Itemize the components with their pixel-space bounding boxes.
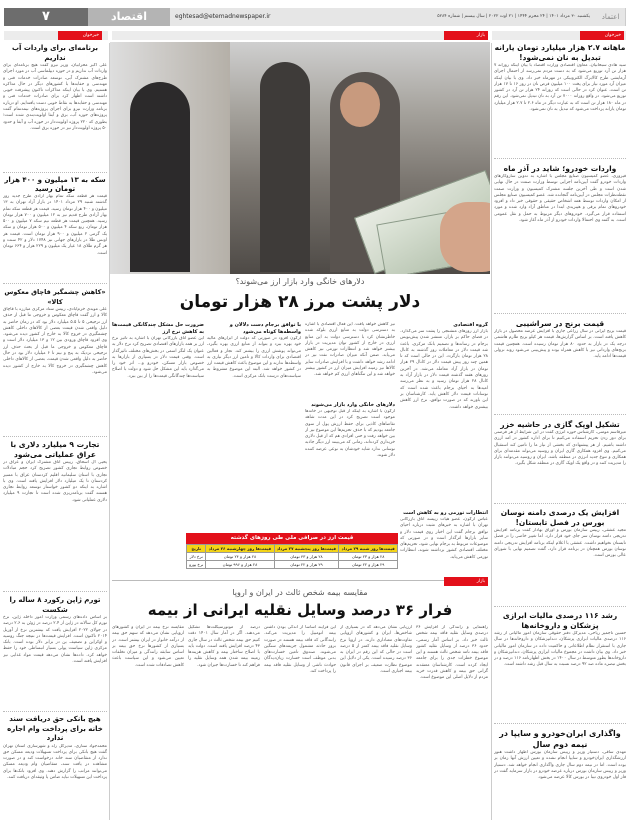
divider bbox=[3, 172, 107, 173]
article-column: ارزیابی نشان می‌دهد که در بسیاری از شاخص‌ها، ایران و کشورهای اروپایی تفاوت‌های معناداری دارند. در اروپا نرخ وسایل نقلیه فاقد بیمه کمتر از ۵ درصد است در حالی که این رقم در ایران به ۳۶ درصد رسیده است. یکی از دلایل این موضوع نظارت ضعیف بر اجرای قانون بیمه اجباری است. bbox=[340, 625, 412, 675]
lead-body: نیز کاهش خواهد یافت. این فعال اقتصادی با اشاره به دسترسی دولت به منابع ارزی بلوکه شده خاطرنشان کرد با دسترسی دولت به این منابع ارزی در خارج از کشور توان مدیریت در بازار بیشتر خواهد شد و انتظارات تورمی نیز کاهش می‌یابد. ضمن آنکه میزان صادرات نفت نیز در ادامه رشد خواهد داشت و با افزایش صادرات سایر کالاها نیز زمینه افزایش میزان ارز در کشور بیشتر خواهد شد و این تنگناهای ارزی کم خواهد شد. bbox=[305, 322, 395, 378]
news-title: برنامه‌ای برای واردات آب نداریم bbox=[12, 44, 98, 62]
divider bbox=[3, 591, 107, 592]
lead-headline: دلار پشت مرز ۲۸ هزار تومان bbox=[179, 292, 421, 312]
divider bbox=[494, 313, 626, 314]
lead-subhead: با توافق برجام دست دلالان و واسطه‌ها کوتاه می‌شود bbox=[229, 322, 301, 335]
news-title: واگذاری ایران‌خودرو و سایپا در نیمه دوم سال bbox=[499, 729, 621, 749]
news-item bbox=[494, 611, 626, 721]
news-body: سید هادی سبحانیان، معاون اقتصادی وزارت اقتصاد با بیان اینکه روزانه ۷ هزار تن آرد توزیع می‌شود که به دست مردم نمی‌رسد از احتمال اجرای آزمایشی طرح کالابرگ الکترونیکی در مهرماه خبر داد. وی با بیان اینکه میزان آرد مورد نیاز برای پخت ۱۰۰ میلیون قرص نان در روز ۱۶ تا ۱۷ هزار تن است، عنوان کرد در حالی است که روزانه ۲۴ هزار تن آرد در کشور توزیع می‌شود. در واقع روزانه ۷۰۰۰ تن آرد به نان تبدیل نمی‌شود. این رقم در ماه ۱۸۰ هزار تن است که به عبارت دیگر در ماه ۲.۶ تا ۲.۷ هزار میلیارد تومان یارانه پرداخت می‌شود که تبدیل به نان نمی‌شود. bbox=[494, 63, 626, 113]
divider bbox=[494, 503, 626, 504]
lead-body: این عضو اتاق بازرگانی تهران با اشاره به تاثیر نرخ ارز بر همه بازارهای اقتصادی تصریح کرد نرخ دلار به عنوان یک لنگر اسمی در بخش‌های مختلف تاثیرگذار است. وقتی قیمت دلار در بسیاری از بازارها به خصوص بازار مسکن، خودرو و... اثر خود را می‌گذارد باید این مشکل حل شود و دولت با اصلاح سیاست‌ها چندگانگی قیمت‌ها را از بین ببرد. bbox=[112, 336, 204, 379]
news-item bbox=[3, 715, 107, 818]
lead-body: عباس آرگون، عضو هیات رییسه اتاق بازرگانی تهران با اشاره به خبرهای مثبت درباره احیای توافق برجام گفت این اخبار روی قیمت دلار و سایر بازارها اثرگذار است و در صورتی که موضوعات مربوط به برجام نهایی شود، تحریم‌های مختلف اقتصادی کشور برداشته شوند، انتظارات تورمی کاهش می‌یابد. bbox=[400, 517, 488, 560]
table-cell: ۲۹ هزار و ۲۲ تومان bbox=[339, 561, 398, 569]
news-body: یحیی آل اسحاق، رییس اتاق مشترک ایران و عراق در خصوص روابط تجاری کشور تصریح کرد حجم مبادلات تجاری با استان سلیمانیه اقلیم کردستان عراق با مسیر کردستان تا یک میلیارد دلار افزایش یافته است. وی با اشاره به اینکه دو کشور خواستار توسعه روابط تجاری هستند گفت برنامه‌ریزی شده است تا تجارت ۹ میلیارد دلاری عملیاتی شود. bbox=[3, 460, 107, 503]
divider bbox=[494, 723, 626, 724]
divider bbox=[494, 158, 626, 159]
table-cell: ۲۸ هزار و ۲۴ تومان bbox=[206, 553, 274, 561]
lead-photo-dollar-bills bbox=[110, 42, 490, 274]
column-rule bbox=[491, 43, 492, 820]
tag-market: بازار bbox=[444, 31, 488, 40]
section-email[interactable]: eghtesad@etemadnewspaper.ir bbox=[175, 13, 271, 20]
currency-price-table bbox=[186, 533, 398, 569]
column-header: تاریخ bbox=[187, 545, 206, 553]
lead-article-column bbox=[400, 322, 488, 508]
news-item bbox=[494, 728, 626, 818]
news-title: قیمت برنج در سراشیبی bbox=[515, 319, 605, 328]
news-body: فیروزی، عضو کمیسیون صنایع مجلس با اشاره به تدوین سازوکارهای واردات خودرو گفت آیین‌نامه اجرایی توسط وزارت صمت در حال نهایی شدن است و طی آخرین جلسه مشترک کمیسیون و وزارت صمت نقطه‌نظرات مجلس در آیین‌نامه گنجانده شد. عضو کمیسیون صنایع مجلس از امکان واردات توسط همه اشخاص حقیقی و حقوقی خبر داد و افزود خودروهای تمام برقی و هیبریدی ابتدا در مناطق آزاد وارد شده و مورد استفاده قرار می‌گیرد. خودروهای دیگر مربوط به حمل و نقل عمومی است. به گفته وی احتمالا واردات خودرو از آذر ماه آغاز شود. bbox=[494, 174, 626, 224]
news-body: علی اکبر محرابیان، وزیر نیرو گفت هیچ برنامه‌ای برای واردات آب نداریم و در حوزه دیپلماسی آب در مورد اجرای طرح‌های مشترک آبی، توسعه صادرات خدمات فنی و مهندسی و حفابه‌ها با کشورهای دیگر در حال مذاکره هستیم. وی با بیان اینکه مذاکرات تاکنون پیشرفت خوبی داشته است اظهار کرد برای صادرات خدمات فنی و مهندسی و حفابه‌ها به نقاط خوبی دست یافته‌ایم. او درباره برنامه وزارت نیرو برای اجرای پروژه‌های نیمه‌تمام گفت پروژه‌های حوزه آب، برق و آبفا اولویت‌بندی شده است؛ بطوری که ۲۲۰ پروژه اولویت‌دار در حوزه آب و آبفا و حدود ۵۰ پروژه اولویت‌دار نیز در حوزه برق است. bbox=[3, 63, 107, 131]
column-header: قیمت‌ها روز شنبه ۲۹ مرداد bbox=[339, 545, 398, 553]
news-body: قیمت برنج ایرانی در سال زراعی جاری با افزایش عرضه محصول در بازار کاهش یافته است. بر اساس گزارش‌ها، قیمت هر کیلو برنج طارم هاشمی درجه یک در بازار به حدود ۸۰ هزار تومان رسیده است. همچنین قیمت برنج‌های وارداتی نیز با کاهش همراه بوده و پیش‌بینی می‌شود روند نزولی قیمت‌ها ادامه یابد. bbox=[494, 329, 626, 360]
article-column: راهنمایی و رانندگی از افزایش ۳۶ درصدی وسایل نقلیه فاقد بیمه شخص ثالث خبر داد. بر اساس آمار رسمی، حدود ۳۶ درصد از وسایل نقلیه کشور فاقد بیمه نامه شخص ثالث هستند و این موضوع خطرات جدی را برای جامعه ایجاد کرده است. کارشناسان معتقدند گرانی حق بیمه و کاهش قدرت خرید مردم از دلایل اصلی این موضوع است. bbox=[416, 625, 488, 681]
news-title: واردات خودرو؛ شاید در آذر ماه bbox=[503, 164, 617, 173]
news-title: تجارت ۹ میلیارد دلاری با عراق عملیاتی می‌شود bbox=[10, 440, 100, 459]
dateline: یکشنبه ۳۰ مرداد ۱۴۰۱ | ۲۴ محرم ۱۴۴۴ | ۲۱ اوت ۲۰۲۲ | سال بیستم | شماره ۵۲۸۴ bbox=[437, 14, 590, 19]
news-title: تورم ژاپن رکورد ۸ ساله را شکست bbox=[9, 596, 101, 614]
news-item bbox=[494, 318, 626, 412]
news-title: هیچ بانکی حق دریافت سند خانه برای پرداخت وام اجاره ندارد bbox=[7, 715, 103, 742]
second-headline: فرار ۳۶ درصد وسایل نقلیه ایرانی از بیمه bbox=[147, 601, 453, 619]
news-body: میرقاسم مومنی، کارشناس حوزه انرژی گفت در این شرایط از هر فرصتی برای دور زدن تحریم استفاده می‌کنیم تا برای اداره کشور در امد ارزی داشته باشیم. از هر پیشنهادی که بخشی از نیاز ما را تامین کند استقبال می‌کنیم. وی افزود همکاری گازی ایران و روسیه می‌تواند مقدمه‌ای برای همکاری و تنوع جدید انرژی در منطقه باشد. ایران و روسیه می‌توانند بازار را مدیریت کنند و در واقع یک اوپک گازی در منطقه شکل بگیرد. bbox=[494, 430, 626, 467]
divider bbox=[3, 436, 107, 437]
lead-body: بازار ارز روزهای متشنجی را پشت سر می‌گذارد. در فضای حاکم بر بازار، منتشر شدن پیش‌نویس برجام در رسانه‌ها و تصمیم بانک مرکزی، باعث شد قیمت دلار در معاملات روز گذشته به کانال ۲۸ هزار تومان بازگردد. این در حالی است که تا همین چند روز پیش قیمت دلار در کانال ۲۹ هزار تومان در بازار آزاد معامله می‌شد. در آخرین روزهای هفته گذشته قیمت دلار در بازار آزاد به کانال ۲۸ هزار تومان رسید و به نظر می‌رسد امیدها به احیای برجام باعث شده است که نوسانات قیمت دلار کاهش یابد. کارشناسان بر این باورند که در صورت توافق، نرخ ارز کاهش بیشتری خواهد داشت. bbox=[400, 329, 488, 410]
news-item bbox=[494, 508, 626, 604]
divider bbox=[494, 606, 626, 607]
news-item bbox=[3, 43, 107, 171]
column-header: قیمت‌ها روز پنجشنبه ۲۷ مرداد bbox=[274, 545, 339, 553]
table-row bbox=[187, 553, 398, 561]
news-body: بر اساس داده‌های رسمی وزارت امور داخله ژاپن، نرخ تورم کل سالانه در ژاپن از ۲.۴ درصد در ژوئن به ۲.۶ درصد در جولای ۲۰۲۲ افزایش یافت که بیشترین نرخ از آوریل ۲۰۱۴ تاکنون است. افزایش قیمت‌ها در نتیجه جنگ روسیه و اوکراین و تضعیف ین در برابر دلار بوده است. بانک مرکزی ژاپن سیاست پولی بسیار انبساطی خود را حفظ خواهد کرد. داده‌ها نشان می‌دهد قیمت مواد غذایی نیز افزایش یافته است. bbox=[3, 615, 107, 665]
table-cell: ۲۸ هزار و ۲۳ تومان bbox=[339, 553, 398, 561]
lead-article-column bbox=[112, 322, 204, 530]
tag-news-left: خبرخوان bbox=[58, 31, 102, 40]
news-item bbox=[3, 287, 107, 435]
news-body: حسین تاجمیر ریاحی، مدیرکل دفتر حقوقی سازمان امور مالیاتی از رشد ۱۱۶ درصدی مالیات ابرازی پزشکان، دندانپزشکان و داروخانه‌ها در سال جاری با استقرار نظام اطلاعاتی و حاکمیت داده در سازمان امور مالیاتی خبر داد. وی بیان داشت در مجموع مالیات ابرازی پزشکان، دندانپزشکان و داروخانه‌ها بطور متوسط در سال ۱۴۰۰ در بخش اظهارنامه ۱۱۶ درصد و در بخش تبصره ماده صد ۹۲ درصد نسبت به سال قبل رشد داشته است. bbox=[494, 631, 626, 668]
lead-body: ارگون افزود در صورتی که دولت از ابزارهای مالیه خود بهره ببرد و بتواند از منابع ارزی بهره بگیرد، می‌تواند پوشش ارزی را بیشتر کند. تجار و فعالین اقتصادی برای واردات کالا و تامین ارز دیگر نیازی به واسطه‌ها ندارند و این موضوع باعث کاهش قیمت ارز در کشور خواهد شد. البته این موضوع مشروط به سیاست‌های درست بانک مرکزی است. bbox=[207, 336, 301, 379]
page-number: ۷ bbox=[4, 8, 88, 26]
divider bbox=[494, 414, 626, 415]
newspaper-logo: اعتماد bbox=[596, 8, 626, 26]
divider bbox=[3, 711, 107, 712]
section-title: اقتصاد bbox=[88, 8, 170, 26]
table-cell: ۲۹ هزار و ۲۲ تومان bbox=[274, 561, 339, 569]
news-body: علی موبدی خرم‌آبادی، رییس ستاد مرکزی مبارزه با قاچاق کالا و ارز گفت قاچاق معکوس و خروجی ما قبل از حذف ارز ترجیحی ۵ تا ۵.۵ میلیارد دلار بود که در زمان حاضر به دلیل واقعی شدن قیمت بعضی از کالاهای داخلی کاهش چشمگیری در خروج کالا به خارج از کشور دیده می‌شود. وی افزود قاچاق ورودی بین ۱۲ و ۱۳ میلیارد دلار است و قاچاق معکوس و خروجی ما قبل از بحث حذف ارز ترجیحی نزدیک به پنج و نیم تا ۶ میلیارد دلار بود در حال حاضر به دلیل واقعی شدن قیمت، بعضی از کالاهای داخلی کاهش چشمگیری در خروج کالا به خارج از کشور دیده می‌شود. bbox=[3, 307, 107, 375]
table-cell: نرخ یورو bbox=[187, 561, 206, 569]
lead-article-column bbox=[305, 322, 395, 400]
divider bbox=[112, 580, 488, 581]
news-body: مجید عشقی، رییس سازمان بورس و اوراق بهادار گفت برنامه افزایش تدریجی دامنه نوسان سر جای خود قرار دارد. اما تغییر خاصی را در فصل تابستان نخواهیم داشت. عشقی با اعلام اینکه برنامه افزایش تدریجی دامنه نوسان بورس همچنان در برنامه قرار دارد، گفت تصمیم نهایی با شورای عالی بورس است. bbox=[494, 528, 626, 559]
news-title: سکه به ۱۳ میلیون و ۴۰۰ هزار تومان رسید bbox=[4, 176, 106, 193]
news-item bbox=[494, 419, 626, 501]
news-item bbox=[3, 176, 107, 282]
article-column: مقایسه نرخ بیمه در ایران و کشورهای اروپایی نشان می‌دهد که سهم حق بیمه از درآمد خانوار در ایران بیشتر است. در بسیاری از کشورها نرخ حق بیمه بر اساس سابقه رانندگی و میزان تخلفات تعیین می‌شود و این سیاست باعث کاهش تصادفات شده است. bbox=[112, 625, 184, 668]
second-article-body bbox=[112, 625, 488, 818]
lead-body: آرگون با اشاره به اینکه از قبل توجیهی در خانه‌ها موجود است تصریح کرد در این مدت شاهد تقاضاهای کاذبی برای حفظ ارزش پول از سوی جامعه بودیم که با حذف تحریم‌ها این موضوع نیز از بین خواهد رفت و حتی افرادی هم که از قبل دلاری خریداری کرده‌اند، زمانی که می‌بینند ارز دیگر جاذبه نوسانی ندارد شاید خودشان به نوعی عرضه کننده دلار شوند. bbox=[305, 409, 395, 459]
lead-article-column bbox=[207, 322, 301, 530]
lead-subhead: ضرورت حل مشکل چندگانگی قیمت‌ها به کاهش نرخ ارز bbox=[112, 322, 204, 335]
table-cell: ۲۸ هزار و ۴۳ تومان bbox=[274, 553, 339, 561]
tag-market-bottom: بازار bbox=[444, 577, 488, 586]
news-title: تشکیل اوپک گازی در حاشیه خزر bbox=[500, 420, 620, 429]
news-item bbox=[3, 440, 107, 590]
section-stripe-center bbox=[112, 31, 488, 40]
table-cell: نرخ دلار bbox=[187, 553, 206, 561]
tag-news-right: خبرخوان bbox=[580, 31, 624, 40]
table-title: قیمت ارز در صرافی ملی طی روزهای گذشته bbox=[186, 533, 398, 544]
news-item bbox=[494, 43, 626, 156]
lead-subhead: انتظارات تورمی رو به کاهش است bbox=[403, 510, 488, 516]
divider bbox=[3, 283, 107, 284]
lead-article-column bbox=[400, 510, 488, 572]
news-title: «کاهش چشمگیر قاچاق معکوس کالا» bbox=[4, 288, 106, 306]
left-news-column bbox=[3, 43, 107, 818]
column-header: قیمت‌ها روز چهارشنبه ۲۶ مرداد bbox=[206, 545, 274, 553]
right-news-column bbox=[494, 43, 626, 818]
lead-article-column bbox=[305, 402, 395, 530]
news-title: ماهانه ۲.۷ هزار میلیارد تومان یارانه تبدیل به نان نمی‌شود! bbox=[494, 43, 626, 62]
lead-subhead: گروه اقتصادی bbox=[453, 322, 488, 328]
news-title: رشد ۱۱۶ درصدی مالیات ابرازی پزشکان و داروخانه‌ها bbox=[502, 611, 618, 630]
news-item bbox=[3, 595, 107, 710]
article-column: درصد از موتورسیکلت‌ها تشکیل می‌دهند. اگر در آمار سال ۱۴۰۱ دقت کنیم حق بیمه شخص ثالث در سال جاری ۴۳ درصد افزایش یافته است. دولت باید با اصلاح ساختار بیمه و کاهش هزینه‌ها زمینه بیمه شدن همه وسایل نقلیه را فراهم کند تا خسارت‌ها جبران شود. bbox=[188, 625, 260, 668]
lead-subhead: دلارهای خانگی وارد بازار می‌شوند bbox=[311, 402, 395, 408]
news-body: قیمت هر قطعه سکه تمام بهار آزادی طرح جدید روز گذشته شنبه ۲۹ مرداد ۱۴۰۱ در بازار آزاد تهران به ۱۳ میلیون و ۴۰۰ هزار تومان رسید. قیمت هر قطعه سکه تمام بهار آزادی طرح قدیم نیز به ۱۲ میلیون و ۷۰۰ هزار تومان رسید. همچنین قیمت هر قطعه نیم سکه ۷ میلیون و ۵۰۰ هزار تومان، ربع سکه ۴ میلیون و ۵۰۰ هزار تومان و سکه یک گرمی ۲ میلیون و ۹۰۰ هزار تومان است. قیمت هر اونس طلا در بازارهای جهانی نیز ۱۷۴۸ دلار و ۴۲ سنت و هر گرم طلای ۱۸ عیار یک میلیون و ۲۲۹ هزار و ۶۶۴ تومان است. bbox=[3, 194, 107, 256]
article-column: این فرایند اساسا از اندکی بودن داشتن بیمه اتومبیل را مدیریت می‌کند. رانندگانی که فاقد بیمه هستند در صورت بروز حادثه مشمول جریمه‌های سنگین می‌شوند. صندوق تامین خسارت‌های بدنی موظف است خسارت زیان‌دیدگان حوادث ناشی از وسایل نقلیه فاقد بیمه را پرداخت کند. bbox=[264, 625, 336, 675]
news-body: محمدجواد ستاری، مدیرکل راه و شهرسازی استان تهران گفت هیچ بانکی برای پرداخت تسهیلات ودیعه مسکن حق ندارد از متقاضیان سند خانه درخواست کند و در صورت مشاهده در یافت سند، متقاضیان وام ودیعه مسکن می‌توانند مراتب را گزارش دهند. وی افزود بانک‌ها برای پرداخت این تسهیلات نباید ضامن یا وثیقه‌ای دریافت کنند. bbox=[3, 743, 107, 780]
table-header-row bbox=[187, 545, 398, 553]
table-cell: ۲۸ هزار و ۹۹۶ تومان bbox=[206, 561, 274, 569]
lead-kicker: دلارهای خانگی وارد بازار ارز می‌شوند؟ bbox=[235, 277, 365, 286]
news-title: افزایش یک درصدی دامنه نوسان بورس در فصل تابستان! bbox=[500, 508, 620, 527]
table-row bbox=[187, 561, 398, 569]
second-kicker: مقایسه بیمه شخص ثالث در ایران و اروپا bbox=[232, 588, 368, 597]
news-item bbox=[494, 163, 626, 311]
news-body: مهدی ساقی، دستیار وزیر و رییس سازمان بورس اظهار داشت هنوز ارزشگذاری ایران‌خودرو و سایپا انجام نشده و تعیین ارزش آنها زمان بر بوده است. اما در نیمه دوم سال جاری واگذاری انجام خواهد شد. دستیار وزیر و رییس سازمان بورس درباره عرضه خودرو در بازار سرمایه گفت در فاز اول خودروی تیبا در بورس کالا عرضه می‌شود. bbox=[494, 750, 626, 781]
